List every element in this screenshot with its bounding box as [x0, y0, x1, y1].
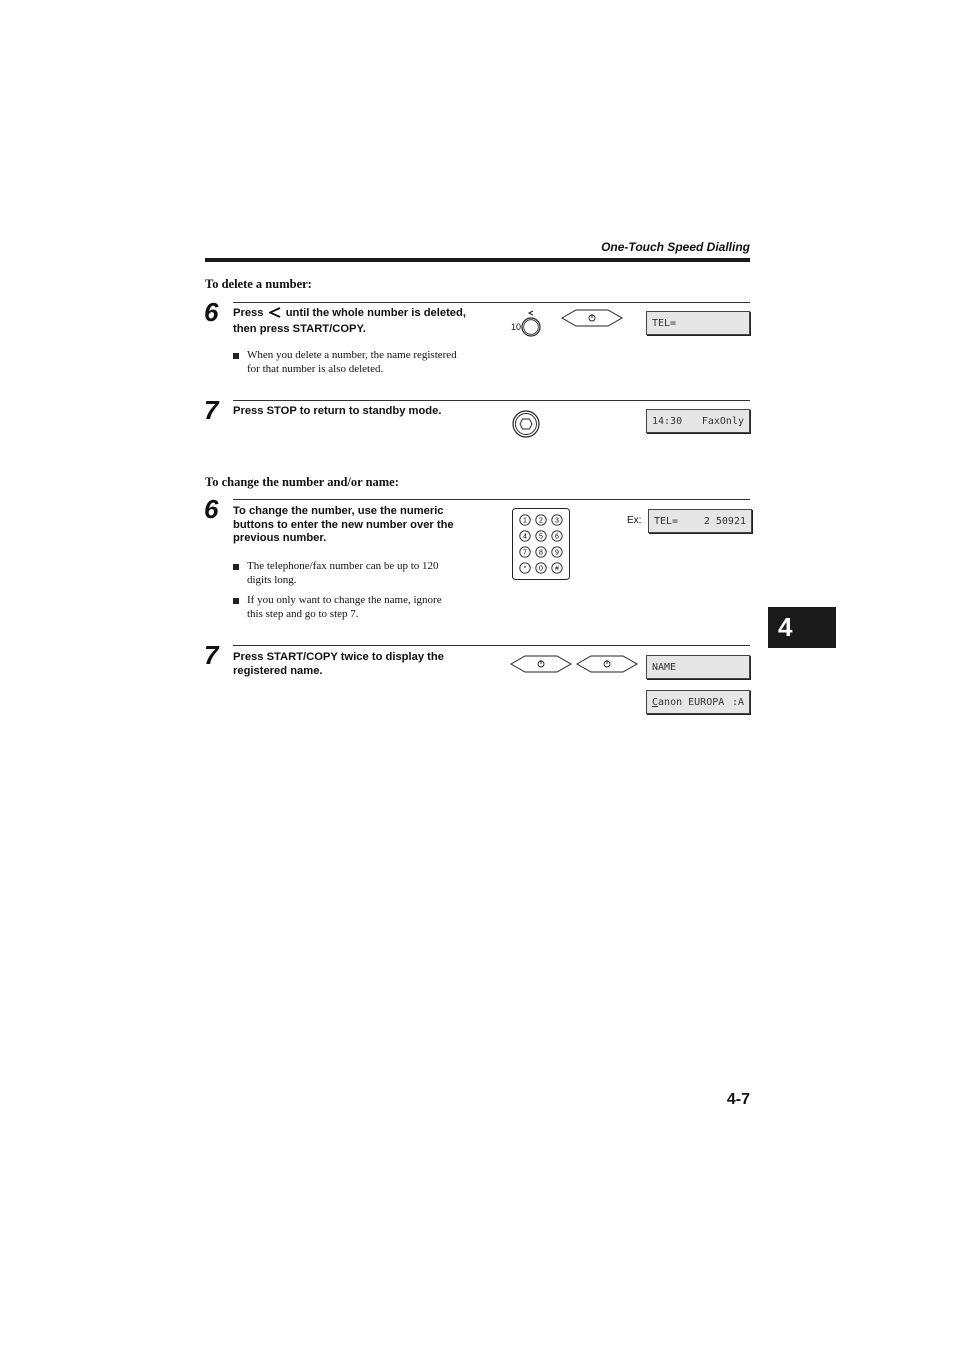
header-rule [205, 258, 750, 262]
bullet-square-icon [233, 598, 239, 604]
lcd-entry-text: anon EUROPA [658, 696, 725, 708]
keypad-key-label: 3 [555, 517, 559, 525]
keypad-key-8[interactable] [536, 547, 546, 557]
keypad-key-label: # [555, 565, 559, 573]
step-instruction [233, 307, 493, 336]
page-number: 4-7 [726, 1091, 750, 1108]
lcd-display [646, 690, 750, 714]
step-rule [233, 400, 750, 401]
step-text-rest: until the whole number is deleted, [285, 307, 466, 319]
start-copy-key-icon[interactable] [575, 655, 639, 678]
keypad-key-label: 0 [539, 565, 543, 573]
chapter-tab: 4 [768, 607, 836, 648]
step-text-line2: then press START/COPY. [233, 322, 366, 335]
section-heading-delete: To delete a number: [205, 277, 312, 291]
step-text-line: registered name. [233, 664, 323, 677]
step-rule [233, 499, 750, 500]
numeric-keypad-icon[interactable] [512, 508, 570, 585]
lcd-label: TEL= [654, 515, 679, 527]
step-text-line: To change the number, use the numeric [233, 505, 444, 517]
example-label: Ex: [627, 515, 642, 526]
keypad-key-label: * [523, 565, 527, 573]
step-text-prefix: Press [233, 307, 264, 319]
bullet-line: If you only want to change the name, ignore [247, 594, 442, 606]
lcd-cursor-char: C [652, 696, 659, 708]
keypad-key-hash[interactable] [552, 563, 562, 573]
keypad-key-label: 4 [523, 533, 527, 541]
bullet-note [233, 560, 503, 587]
step-text-line: previous number. [233, 532, 327, 544]
lcd-entry [652, 697, 724, 708]
keypad-key-9[interactable] [552, 547, 562, 557]
bullet-square-icon [233, 564, 239, 570]
bullet-line: this step and go to step 7. [247, 607, 359, 620]
one-touch-key-icon[interactable] [519, 308, 543, 343]
keypad-key-label: 7 [523, 549, 527, 557]
lcd-time: 14:30 [652, 415, 683, 427]
step-text-line: buttons to enter the new number over the [233, 518, 454, 531]
keypad-key-label: 1 [523, 517, 527, 525]
step-instruction: Press STOP to return to standby mode. [233, 405, 442, 417]
keypad-key-label: 8 [539, 549, 543, 557]
keypad-key-3[interactable] [552, 515, 562, 525]
stop-key-icon[interactable] [511, 410, 541, 445]
bullet-note [233, 594, 503, 621]
bullet-line: The telephone/fax number can be up to 120 [247, 560, 439, 572]
lcd-display [646, 409, 750, 433]
keypad-key-0[interactable] [536, 563, 546, 573]
section-heading-change: To change the number and/or name: [205, 475, 399, 489]
keypad-key-2[interactable] [536, 515, 546, 525]
keypad-key-label: 5 [539, 533, 543, 541]
lcd-mode: FaxOnly [701, 415, 744, 427]
step-number: 7 [204, 395, 219, 425]
keypad-key-4[interactable] [520, 531, 530, 541]
bullet-line: When you delete a number, the name registered [247, 349, 457, 361]
step-number: 6 [204, 494, 219, 524]
start-copy-key-icon[interactable] [509, 655, 573, 678]
step-number: 7 [204, 640, 219, 670]
bullet-line: digits long. [247, 573, 297, 586]
lcd-entry-mode: :A [731, 696, 744, 708]
keypad-key-1[interactable] [520, 515, 530, 525]
delete-arrow-icon [269, 307, 281, 323]
lcd-display: TEL= [646, 311, 750, 335]
keypad-key-6[interactable] [552, 531, 562, 541]
step-rule [233, 645, 750, 646]
bullet-line: for that number is also deleted. [247, 362, 384, 375]
step-number: 6 [204, 297, 219, 327]
keypad-key-label: 6 [555, 533, 559, 541]
running-header: One-Touch Speed Dialling [601, 240, 750, 254]
lcd-value: 2 50921 [703, 515, 746, 527]
step-instruction [233, 505, 493, 546]
lcd-display [648, 509, 752, 533]
keypad-key-label: 9 [555, 549, 559, 557]
keypad-key-5[interactable] [536, 531, 546, 541]
start-copy-key-icon[interactable] [560, 308, 624, 333]
keypad-key-7[interactable] [520, 547, 530, 557]
key-number-label: 10 [511, 322, 522, 332]
step-rule [233, 302, 750, 303]
keypad-key-star[interactable] [520, 563, 530, 573]
step-text-line: Press START/COPY twice to display the [233, 651, 444, 663]
lcd-display: NAME [646, 655, 750, 679]
bullet-square-icon [233, 353, 239, 359]
step-instruction [233, 651, 493, 678]
bullet-note [233, 349, 503, 376]
keypad-key-label: 2 [539, 517, 543, 525]
